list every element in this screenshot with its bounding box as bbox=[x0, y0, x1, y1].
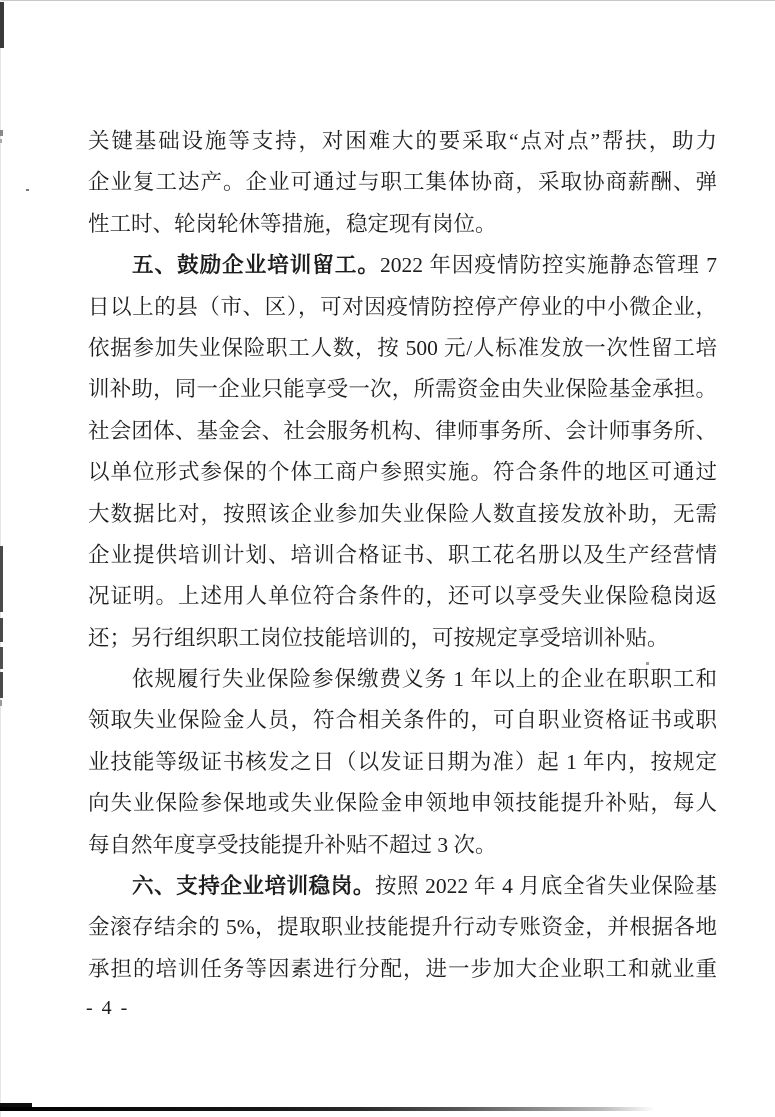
text-line: 性工时、轮岗轮休等措施，稳定现有岗位。 bbox=[88, 211, 497, 236]
scan-artifact-left-mid-bar bbox=[0, 700, 2, 706]
text-line: 还；另行组织职工岗位技能培训的，可按规定享受培训补贴。 bbox=[88, 625, 669, 650]
scan-artifact-left-mark bbox=[0, 130, 3, 136]
text-line: 训补助，同一企业只能享受一次，所需资金由失业保险基金承担。 bbox=[88, 377, 717, 402]
text-line: 社会团体、基金会、社会服务机构、律师事务所、会计师事务所、 bbox=[88, 418, 717, 443]
page-number: - 4 - bbox=[86, 997, 130, 1019]
text-line: 大数据比对，按照该企业参加失业保险人数直接发放补助，无需 bbox=[88, 501, 717, 526]
scan-artifact-bottom-band bbox=[0, 1107, 655, 1111]
text-line: 企业复工达产。企业可通过与职工集体协商，采取协商薪酬、弹 bbox=[88, 170, 717, 195]
text-line: 企业提供培训计划、培训合格证书、职工花名册以及生产经营情 bbox=[88, 542, 717, 567]
text-run: 按照 2022 年 4 月底全省失业保险基 bbox=[374, 874, 717, 899]
text-run: 2022 年因疫情防控实施静态管理 7 bbox=[379, 253, 717, 278]
text-line: 依规履行失业保险参保缴费义务 1 年以上的企业在职职工和 bbox=[132, 667, 717, 692]
text-line: 况证明。上述用人单位符合条件的，还可以享受失业保险稳岗返 bbox=[88, 584, 717, 609]
text-line: 每自然年度享受技能提升补贴不超过 3 次。 bbox=[88, 832, 497, 857]
scan-artifact-left-mark bbox=[0, 139, 2, 143]
text-line bbox=[88, 245, 717, 286]
text-line: 依据参加失业保险职工人数，按 500 元/人标准发放一次性留工培 bbox=[88, 335, 717, 360]
scan-artifact-left-mid-bar bbox=[0, 546, 3, 612]
scan-artifact-left-top-bar bbox=[0, 2, 4, 48]
document-body bbox=[88, 121, 717, 990]
scan-artifact-left-mid-bar bbox=[0, 672, 3, 698]
text-line: 以单位形式参保的个体工商户参照实施。符合条件的地区可通过 bbox=[88, 460, 717, 485]
text-line: 领取失业保险金人员，符合相关条件的，可自职业资格证书或职 bbox=[88, 708, 717, 733]
scan-artifact-top-edge-line bbox=[0, 0, 775, 1]
scan-artifact-left-mid-bar bbox=[0, 618, 3, 642]
text-line bbox=[88, 866, 717, 907]
scan-artifact-left-mid-bar bbox=[0, 647, 3, 669]
text-line: 向失业保险参保地或失业保险金申领地申领技能提升补贴，每人 bbox=[88, 791, 717, 816]
text-line: 金滚存结余的 5%，提取职业技能提升行动专账资金，并根据各地 bbox=[88, 915, 717, 940]
text-line: 业技能等级证书核发之日（以发证日期为准）起 1 年内，按规定 bbox=[88, 749, 717, 774]
section-heading: 五、鼓励企业培训留工。 bbox=[132, 253, 380, 278]
text-line: 日以上的县（市、区），可对因疫情防控停产停业的中小微企业， bbox=[88, 294, 717, 319]
text-line: 关键基础设施等支持，对困难大的要采取“点对点”帮扶，助力 bbox=[88, 129, 717, 153]
section-heading: 六、支持企业培训稳岗。 bbox=[132, 874, 375, 899]
scan-artifact-speck bbox=[26, 189, 29, 191]
text-line: 承担的培训任务等因素进行分配，进一步加大企业职工和就业重 bbox=[88, 956, 717, 981]
